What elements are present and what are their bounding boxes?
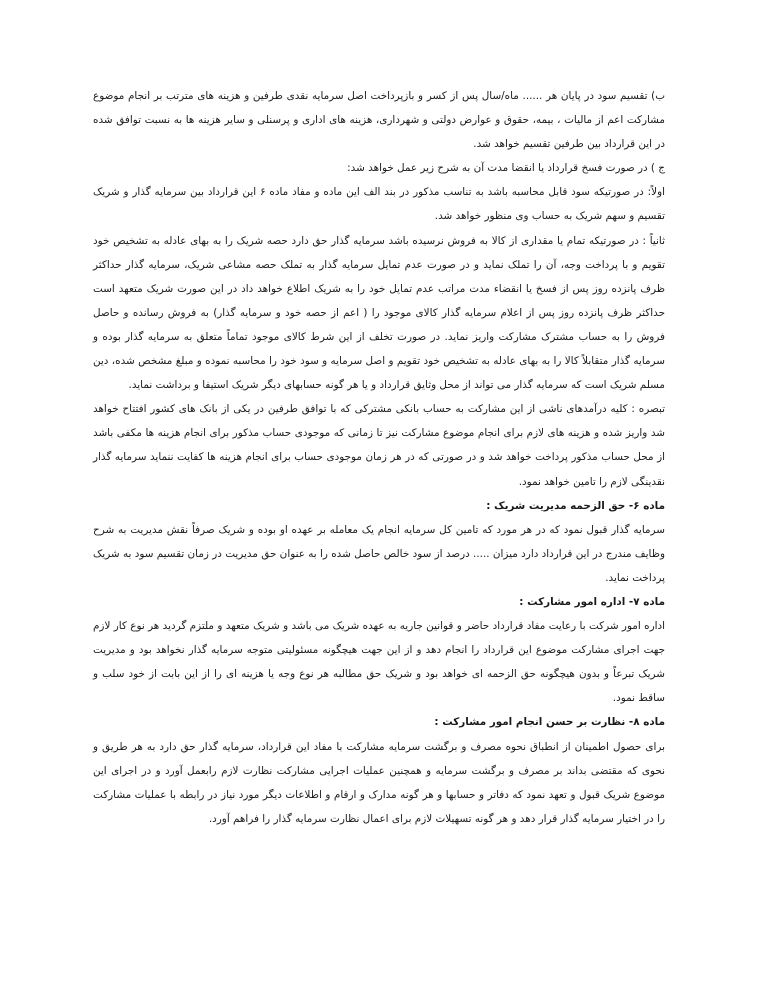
article-6-heading: ماده ۶- حق الزحمه مدیریت شریک : <box>486 499 665 512</box>
paragraph-profit-division: ب) تقسیم سود در پایان هر ...... ماه/سال پس از کسر و بازپرداخت اصل سرمایه نقدی طرفین و هزینه های مترتب بر انجام موضوع مشارکت اعم از مالیات ، بیمه، حقوق و عوارض دولتی و شهرداری، هزینه های اداری و پرسنلی و سایر هزینه ها به نسبت توافق شده در این قرارداد بین طرفین تقسیم خواهد شد. <box>93 90 665 151</box>
paragraph-note: تبصره : کلیه درآمدهای ناشی از این مشارکت به حساب بانکی مشترکی که با توافق طرفین در یکی از بانک های کشور افتتاح خواهد شد واریز شده و هزینه های لازم برای انجام موضوع مشارکت نیز تا زمانی که موجودی حساب مذکور برای انجام هزینه ها مکفی باشد از محل حساب مذکور پرداخت خواهد شد و در صورتی که در هر زمان موجودی حساب برای انجام هزینه ها کفایت ننماید سرمایه گذار نقدینگی لازم را تامین خواهد نمود. <box>93 403 665 488</box>
article-8-body: برای حصول اطمینان از انطباق نحوه مصرف و برگشت سرمایه مشارکت با مفاد این قرارداد، سرمایه گذار حق دارد به هر طریق و نحوی که مقتضی بداند بر مصرف و برگشت سرمایه و همچنین عملیات اجرایی مشارکت نظارت لازم رابعمل آورد و در اجرای این موضوع شریک قبول و تعهد نمود که دفاتر و حسابها و هر گونه مدارک و ارقام و اطلاعات دیگر مورد نیاز در رابطه با عملیات مشارکت را در اختیار سرمایه گذار قرار دهد و هر گونه تسهیلات لازم برای اعمال نظارت سرمایه گذار را فراهم آورد. <box>93 740 665 825</box>
article-7-heading: ماده ۷- اداره امور مشارکت : <box>519 595 665 608</box>
article-8-heading: ماده ۸- نظارت بر حسن انجام امور مشارکت : <box>434 716 665 729</box>
article-6-body: سرمایه گذار قبول نمود که در هر مورد که تامین کل سرمایه انجام یک معامله بر عهده او بوده و شریک صرفاً نقش مدیریت به شرح وظایف مندرج در این قرارداد دارد میزان ..... درصد از سود خالص حاصل شده را به عنوان حق مدیریت در زمان تقسیم سود به شریک پرداخت نماید. <box>93 523 665 584</box>
paragraph-termination-clause: ج ) در صورت فسخ قرارداد یا انقضا مدت آن به شرح زیر عمل خواهد شد: <box>347 162 665 175</box>
paragraph-firstly: اولاً: در صورتیکه سود قابل محاسبه باشد به تناسب مذکور در بند الف این ماده و مفاد ماده ۶ این قرارداد بین سرمایه گذار و شریک تقسیم و سهم شریک به حساب وی منظور خواهد شد. <box>93 186 665 223</box>
article-7-body: اداره امور شرکت با رعایت مفاد قرارداد حاضر و قوانین جاریه به عهده شریک می باشد و شریک متعهد و ملتزم گردید هر نوع کار لازم جهت اجرای مشارکت موضوع این قرارداد را انجام دهد و از این جهت هیچگونه مسئولیتی متوجه سرمایه گذار نخواهد بود و مدیریت شریک تبرعاً و بدون هیچگونه حق الزحمه ای خواهد بود و شریک حق مطالبه هر نوع وجه یا هزینه ای را از این بابت از خود سلب و ساقط نمود. <box>93 620 665 705</box>
paragraph-secondly: ثانیاً : در صورتیکه تمام یا مقداری از کالا به فروش نرسیده باشد سرمایه گذار حق دارد حصه شریک را به بهای عادله به تشخیص خود تقویم و با پرداخت وجه، آن را تملک نماید و در صورت عدم تمایل سرمایه گذار به تملک حصه مشاعی شریک، سرمایه گذار حداکثر ظرف پانزده روز پس از فسخ یا انقضاء مدت مراتب عدم تمایل خود را به شریک اطلاع خواهد داد در این صورت شریک متعهد است حداکثر ظرف پانزده روز پس از اعلام سرمایه گذار کالای موجود را ( اعم از حصه خود و سرمایه گذار) به فروش رسانده و حاصل فروش را به حساب مشترک مشارکت واریز نماید. در صورت تخلف از این شرط کالای موجود تماماً متعلق به سرمایه گذار بوده و سرمایه گذار متقابلاً کالا را به بهای عادله به تشخیص خود تقویم و اصل سرمایه و سود خود را محاسبه نموده و مبلغ مشخص شده، دین مسلم شریک است که سرمایه گذار می تواند از محل وثایق قرارداد و یا هر گونه حسابهای دیگر شریک استیفا و برداشت نماید. <box>93 234 665 392</box>
